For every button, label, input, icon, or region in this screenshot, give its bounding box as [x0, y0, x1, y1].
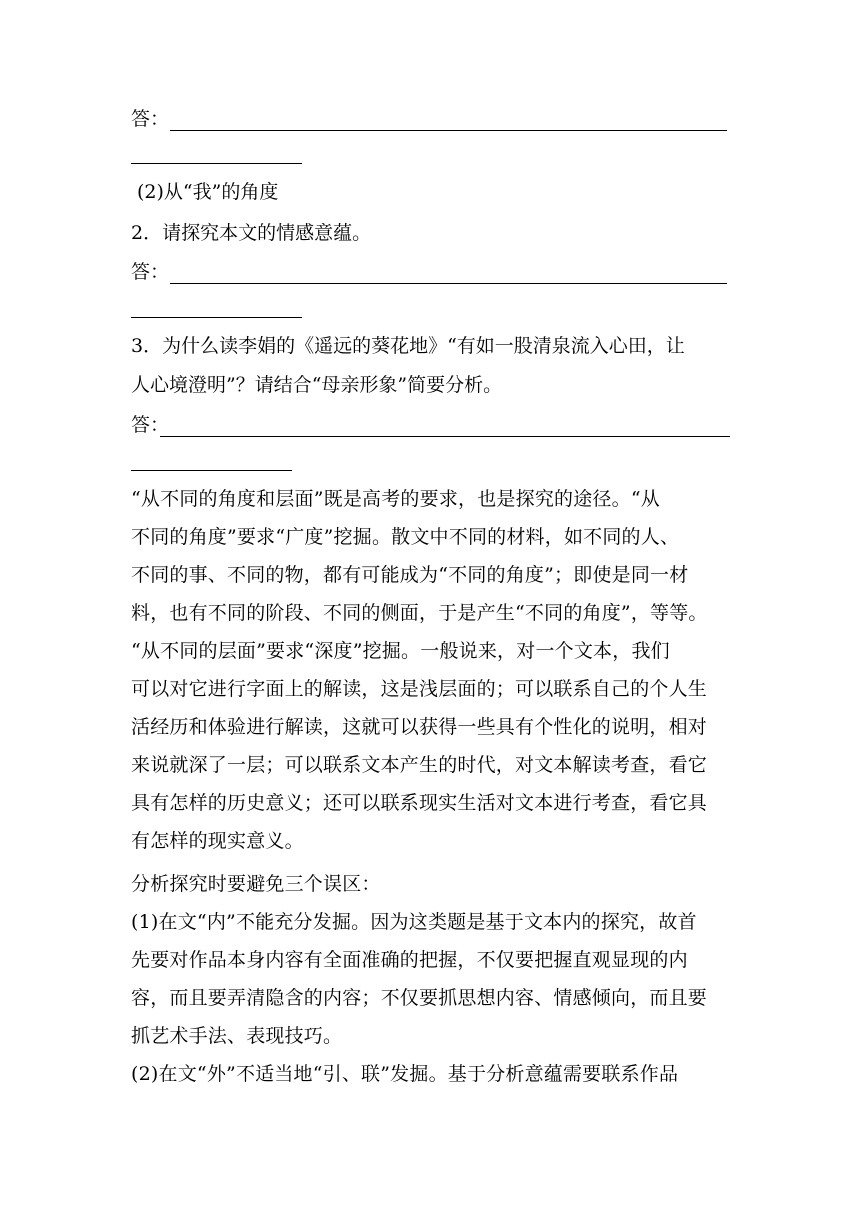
answer-label-3: 答：: [131, 414, 170, 436]
guide-line: 不同的角度”要求“广度”挖掘。散文中不同的材料，如不同的人、: [131, 526, 680, 548]
answer-label-2: 答：: [131, 261, 170, 283]
answer-line-2a[interactable]: [170, 283, 727, 284]
guide-line: “从不同的层面”要求“深度”挖掘。一般说来，对一个文本，我们: [131, 640, 670, 662]
answer-line-3b[interactable]: [131, 470, 292, 471]
guide-line: 可以对它进行字面上的解读，这是浅层面的；可以联系自己的个人生: [131, 678, 708, 700]
guide-line: “从不同的角度和层面”既是高考的要求，也是探究的途径。“从: [131, 488, 660, 510]
answer-line-2b[interactable]: [131, 317, 302, 318]
question-3-line-2: 人心境澄明”？请结合“母亲形象”简要分析。: [131, 374, 503, 396]
guide-line: 活经历和体验进行解读，这就可以获得一些具有个性化的说明，相对: [131, 716, 708, 738]
guide-line: 料，也有不同的阶段、不同的侧面，于是产生“不同的角度”，等等。: [131, 602, 708, 624]
answer-label-1: 答：: [131, 108, 170, 130]
mistakes-heading: 分析探究时要避免三个误区：: [131, 873, 381, 895]
guide-line: 具有怎样的历史意义；还可以联系现实生活对文本进行考查，看它具: [131, 792, 708, 814]
answer-line-1b[interactable]: [131, 163, 302, 164]
mistakes-line: 抓艺术手法、表现技巧。: [131, 1025, 343, 1047]
mistakes-line: (1)在文“内”不能充分发掘。因为这类题是基于文本内的探究，故首: [131, 911, 697, 933]
answer-line-3a[interactable]: [160, 436, 730, 437]
guide-line: 不同的事、不同的物，都有可能成为“不同的角度”；即使是同一材: [131, 564, 689, 586]
question-3-line-1: 3．为什么读李娟的《遥远的葵花地》“有如一股清泉流入心田，让: [131, 335, 685, 357]
guide-line: 有怎样的现实意义。: [131, 830, 304, 852]
question-2: 2．请探究本文的情感意蕴。: [131, 222, 372, 244]
mistakes-line: 先要对作品本身内容有全面准确的把握，不仅要把握直观显现的内: [131, 949, 688, 971]
question-1-sub-2: (2)从“我”的角度: [137, 181, 279, 203]
mistakes-line: (2)在文“外”不适当地“引、联”发掘。基于分析意蕴需要联系作品: [131, 1063, 679, 1085]
answer-line-1a[interactable]: [170, 130, 727, 131]
guide-line: 来说就深了一层；可以联系文本产生的时代，对文本解读考查，看它: [131, 754, 708, 776]
mistakes-line: 容，而且要弄清隐含的内容；不仅要抓思想内容、情感倾向，而且要: [131, 987, 708, 1009]
